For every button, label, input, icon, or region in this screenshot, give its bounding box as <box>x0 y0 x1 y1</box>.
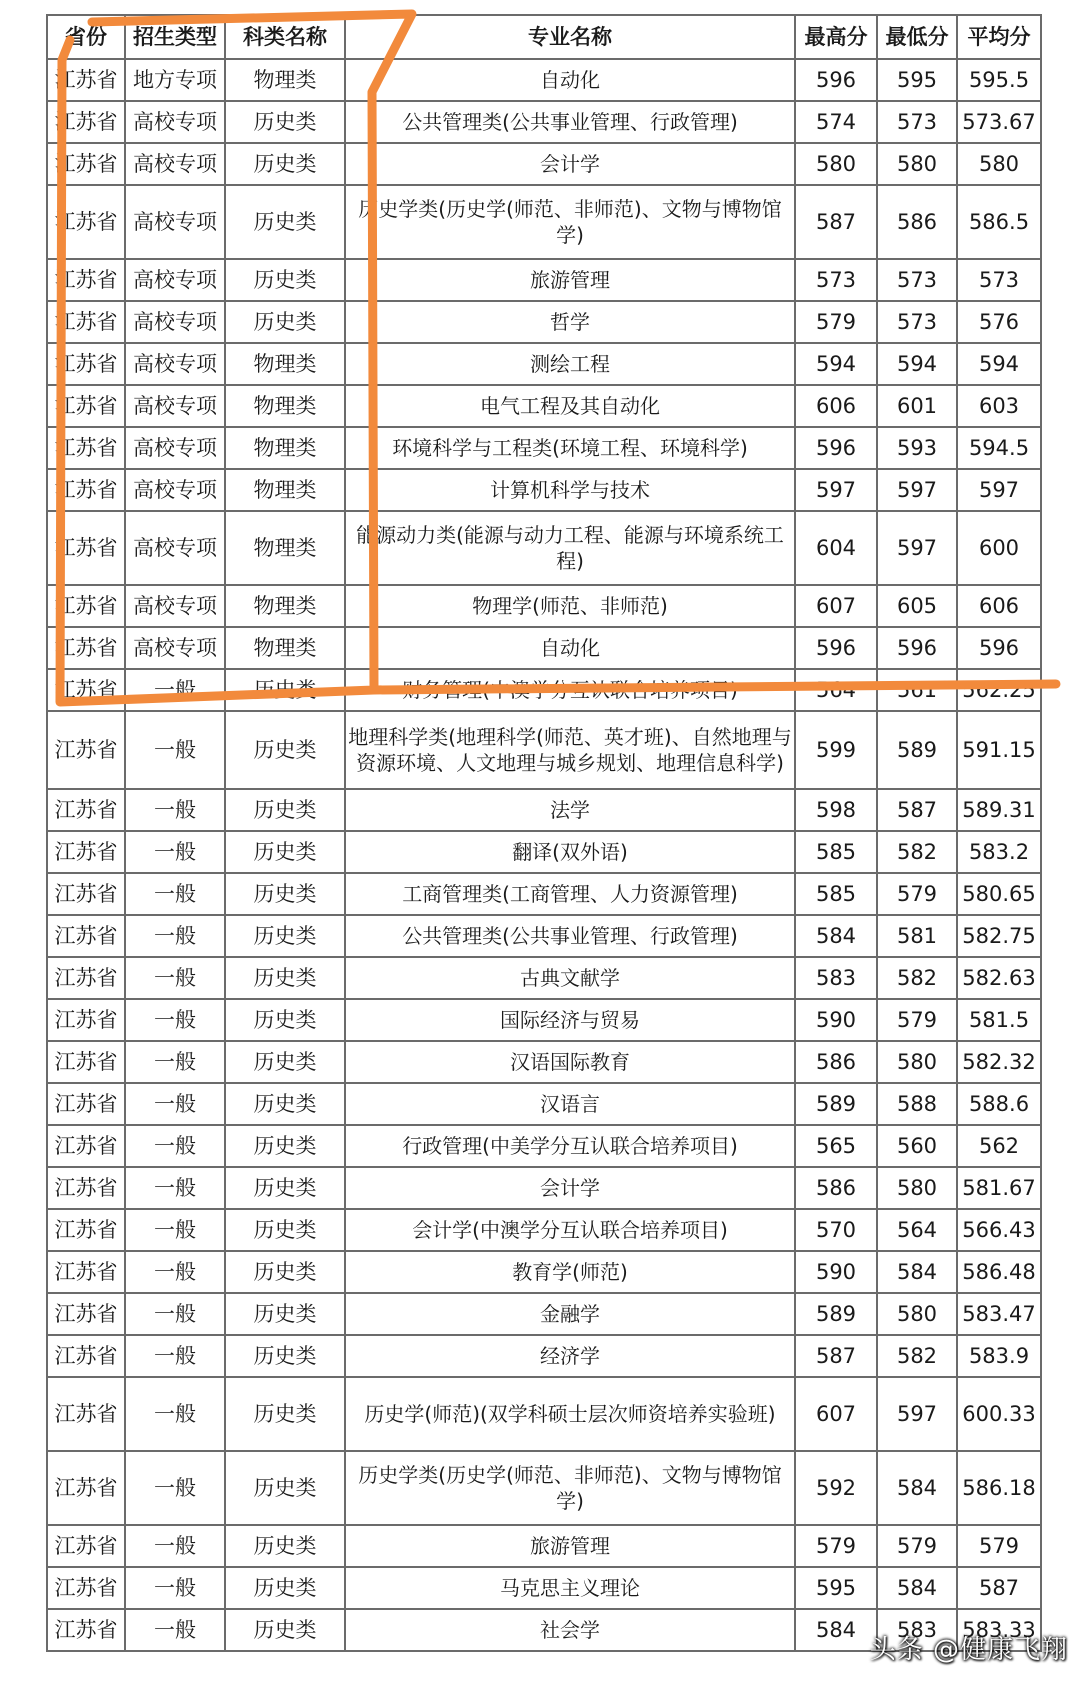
max-score-cell: 587 <box>795 1335 877 1377</box>
avg-score-cell: 581.5 <box>957 999 1041 1041</box>
table-row <box>47 1125 1041 1167</box>
province-cell: 江苏省 <box>47 343 125 385</box>
avg-score-cell: 573.67 <box>957 101 1041 143</box>
province-cell: 江苏省 <box>47 1377 125 1451</box>
admission-type-cell: 高校专项 <box>125 627 225 669</box>
max-score-cell: 564 <box>795 669 877 711</box>
avg-score-cell: 606 <box>957 585 1041 627</box>
province-cell: 江苏省 <box>47 143 125 185</box>
table-row <box>47 1167 1041 1209</box>
province-cell: 江苏省 <box>47 627 125 669</box>
major-cell: 会计学 <box>345 1167 795 1209</box>
min-score-cell: 580 <box>877 1293 957 1335</box>
admission-type-cell: 一般 <box>125 1451 225 1525</box>
min-score-cell: 595 <box>877 59 957 101</box>
max-score-cell: 596 <box>795 427 877 469</box>
table-row <box>47 669 1041 711</box>
category-cell: 历史类 <box>225 1451 345 1525</box>
province-cell: 江苏省 <box>47 873 125 915</box>
province-cell: 江苏省 <box>47 1335 125 1377</box>
header-major: 专业名称 <box>345 15 795 59</box>
max-score-cell: 596 <box>795 627 877 669</box>
min-score-cell: 573 <box>877 259 957 301</box>
max-score-cell: 590 <box>795 1251 877 1293</box>
major-cell: 教育学(师范) <box>345 1251 795 1293</box>
province-cell: 江苏省 <box>47 101 125 143</box>
admission-type-cell: 一般 <box>125 1209 225 1251</box>
max-score-cell: 573 <box>795 259 877 301</box>
category-cell: 历史类 <box>225 915 345 957</box>
avg-score-cell: 573 <box>957 259 1041 301</box>
major-cell: 汉语国际教育 <box>345 1041 795 1083</box>
category-cell: 历史类 <box>225 143 345 185</box>
major-cell: 经济学 <box>345 1335 795 1377</box>
category-cell: 历史类 <box>225 1609 345 1651</box>
admission-type-cell: 一般 <box>125 1293 225 1335</box>
max-score-cell: 580 <box>795 143 877 185</box>
province-cell: 江苏省 <box>47 585 125 627</box>
category-cell: 历史类 <box>225 831 345 873</box>
province-cell: 江苏省 <box>47 957 125 999</box>
admission-type-cell: 高校专项 <box>125 585 225 627</box>
province-cell: 江苏省 <box>47 1083 125 1125</box>
avg-score-cell: 600.33 <box>957 1377 1041 1451</box>
min-score-cell: 573 <box>877 301 957 343</box>
admission-type-cell: 高校专项 <box>125 469 225 511</box>
max-score-cell: 592 <box>795 1451 877 1525</box>
province-cell: 江苏省 <box>47 301 125 343</box>
admission-type-cell: 高校专项 <box>125 301 225 343</box>
admission-type-cell: 高校专项 <box>125 511 225 585</box>
max-score-cell: 596 <box>795 59 877 101</box>
avg-score-cell: 600 <box>957 511 1041 585</box>
table-row <box>47 1083 1041 1125</box>
admission-type-cell: 地方专项 <box>125 59 225 101</box>
province-cell: 江苏省 <box>47 1209 125 1251</box>
major-cell: 公共管理类(公共事业管理、行政管理) <box>345 915 795 957</box>
avg-score-cell: 586.18 <box>957 1451 1041 1525</box>
category-cell: 历史类 <box>225 999 345 1041</box>
category-cell: 历史类 <box>225 259 345 301</box>
table-row <box>47 301 1041 343</box>
table-row <box>47 185 1041 259</box>
admission-type-cell: 一般 <box>125 1609 225 1651</box>
avg-score-cell: 582.63 <box>957 957 1041 999</box>
max-score-cell: 594 <box>795 343 877 385</box>
major-cell: 自动化 <box>345 627 795 669</box>
table-row <box>47 957 1041 999</box>
major-cell: 国际经济与贸易 <box>345 999 795 1041</box>
table-row <box>47 585 1041 627</box>
category-cell: 历史类 <box>225 1083 345 1125</box>
min-score-cell: 593 <box>877 427 957 469</box>
admission-type-cell: 一般 <box>125 1167 225 1209</box>
table-row <box>47 1525 1041 1567</box>
min-score-cell: 579 <box>877 999 957 1041</box>
admission-type-cell: 一般 <box>125 1377 225 1451</box>
admission-type-cell: 一般 <box>125 1567 225 1609</box>
admission-type-cell: 一般 <box>125 711 225 789</box>
table-body <box>47 59 1041 1651</box>
max-score-cell: 597 <box>795 469 877 511</box>
category-cell: 历史类 <box>225 1125 345 1167</box>
max-score-cell: 585 <box>795 831 877 873</box>
min-score-cell: 597 <box>877 469 957 511</box>
avg-score-cell: 576 <box>957 301 1041 343</box>
province-cell: 江苏省 <box>47 1293 125 1335</box>
major-cell: 电气工程及其自动化 <box>345 385 795 427</box>
table-row <box>47 1377 1041 1451</box>
province-cell: 江苏省 <box>47 999 125 1041</box>
category-cell: 历史类 <box>225 1335 345 1377</box>
min-score-cell: 596 <box>877 627 957 669</box>
min-score-cell: 573 <box>877 101 957 143</box>
max-score-cell: 579 <box>795 1525 877 1567</box>
category-cell: 物理类 <box>225 343 345 385</box>
min-score-cell: 582 <box>877 957 957 999</box>
admission-type-cell: 一般 <box>125 1251 225 1293</box>
table-row <box>47 1041 1041 1083</box>
table-row <box>47 1567 1041 1609</box>
admission-type-cell: 高校专项 <box>125 259 225 301</box>
max-score-cell: 606 <box>795 385 877 427</box>
major-cell: 社会学 <box>345 1609 795 1651</box>
max-score-cell: 604 <box>795 511 877 585</box>
province-cell: 江苏省 <box>47 1167 125 1209</box>
province-cell: 江苏省 <box>47 711 125 789</box>
major-cell: 历史学类(历史学(师范、非师范)、文物与博物馆学) <box>345 1451 795 1525</box>
min-score-cell: 583 <box>877 1609 957 1651</box>
admission-type-cell: 一般 <box>125 957 225 999</box>
avg-score-cell: 580 <box>957 143 1041 185</box>
category-cell: 历史类 <box>225 301 345 343</box>
province-cell: 江苏省 <box>47 1525 125 1567</box>
admission-type-cell: 一般 <box>125 915 225 957</box>
header-min-score: 最低分 <box>877 15 957 59</box>
min-score-cell: 594 <box>877 343 957 385</box>
admission-type-cell: 一般 <box>125 873 225 915</box>
avg-score-cell: 594.5 <box>957 427 1041 469</box>
max-score-cell: 586 <box>795 1167 877 1209</box>
max-score-cell: 570 <box>795 1209 877 1251</box>
category-cell: 历史类 <box>225 873 345 915</box>
header-admission-type: 招生类型 <box>125 15 225 59</box>
category-cell: 物理类 <box>225 59 345 101</box>
province-cell: 江苏省 <box>47 1609 125 1651</box>
avg-score-cell: 587 <box>957 1567 1041 1609</box>
major-cell: 金融学 <box>345 1293 795 1335</box>
max-score-cell: 579 <box>795 301 877 343</box>
avg-score-cell: 562.25 <box>957 669 1041 711</box>
max-score-cell: 565 <box>795 1125 877 1167</box>
min-score-cell: 605 <box>877 585 957 627</box>
min-score-cell: 581 <box>877 915 957 957</box>
table-row <box>47 789 1041 831</box>
major-cell: 物理学(师范、非师范) <box>345 585 795 627</box>
table-row <box>47 873 1041 915</box>
admission-type-cell: 高校专项 <box>125 343 225 385</box>
table-row <box>47 627 1041 669</box>
province-cell: 江苏省 <box>47 1251 125 1293</box>
major-cell: 汉语言 <box>345 1083 795 1125</box>
major-cell: 地理科学类(地理科学(师范、英才班)、自然地理与资源环境、人文地理与城乡规划、地理信息科学) <box>345 711 795 789</box>
major-cell: 旅游管理 <box>345 259 795 301</box>
major-cell: 工商管理类(工商管理、人力资源管理) <box>345 873 795 915</box>
category-cell: 历史类 <box>225 1251 345 1293</box>
admission-type-cell: 一般 <box>125 1083 225 1125</box>
admission-type-cell: 一般 <box>125 669 225 711</box>
table-row <box>47 915 1041 957</box>
min-score-cell: 586 <box>877 185 957 259</box>
table-row <box>47 711 1041 789</box>
avg-score-cell: 588.6 <box>957 1083 1041 1125</box>
max-score-cell: 598 <box>795 789 877 831</box>
avg-score-cell: 582.32 <box>957 1041 1041 1083</box>
avg-score-cell: 597 <box>957 469 1041 511</box>
max-score-cell: 574 <box>795 101 877 143</box>
province-cell: 江苏省 <box>47 511 125 585</box>
table-row <box>47 427 1041 469</box>
header-row <box>47 15 1041 59</box>
header-avg-score: 平均分 <box>957 15 1041 59</box>
major-cell: 计算机科学与技术 <box>345 469 795 511</box>
category-cell: 历史类 <box>225 669 345 711</box>
province-cell: 江苏省 <box>47 59 125 101</box>
min-score-cell: 589 <box>877 711 957 789</box>
table-row <box>47 511 1041 585</box>
major-cell: 古典文献学 <box>345 957 795 999</box>
category-cell: 历史类 <box>225 1567 345 1609</box>
category-cell: 历史类 <box>225 1209 345 1251</box>
avg-score-cell: 566.43 <box>957 1209 1041 1251</box>
min-score-cell: 584 <box>877 1451 957 1525</box>
avg-score-cell: 582.75 <box>957 915 1041 957</box>
watermark-text: 头条 @健康飞翔 <box>869 1635 1068 1665</box>
avg-score-cell: 595.5 <box>957 59 1041 101</box>
min-score-cell: 597 <box>877 1377 957 1451</box>
max-score-cell: 584 <box>795 1609 877 1651</box>
province-cell: 江苏省 <box>47 259 125 301</box>
avg-score-cell: 579 <box>957 1525 1041 1567</box>
min-score-cell: 597 <box>877 511 957 585</box>
min-score-cell: 582 <box>877 831 957 873</box>
table-row <box>47 101 1041 143</box>
max-score-cell: 587 <box>795 185 877 259</box>
major-cell: 翻译(双外语) <box>345 831 795 873</box>
category-cell: 物理类 <box>225 627 345 669</box>
min-score-cell: 579 <box>877 873 957 915</box>
table-row <box>47 1293 1041 1335</box>
major-cell: 历史学类(历史学(师范、非师范)、文物与博物馆学) <box>345 185 795 259</box>
avg-score-cell: 586.48 <box>957 1251 1041 1293</box>
min-score-cell: 601 <box>877 385 957 427</box>
table-row <box>47 343 1041 385</box>
table-row <box>47 1251 1041 1293</box>
max-score-cell: 589 <box>795 1293 877 1335</box>
admission-type-cell: 高校专项 <box>125 143 225 185</box>
major-cell: 行政管理(中美学分互认联合培养项目) <box>345 1125 795 1167</box>
major-cell: 历史学(师范)(双学科硕士层次师资培养实验班) <box>345 1377 795 1451</box>
admission-score-table <box>46 14 1042 1652</box>
province-cell: 江苏省 <box>47 1567 125 1609</box>
major-cell: 财务管理(中澳学分互认联合培养项目) <box>345 669 795 711</box>
avg-score-cell: 562 <box>957 1125 1041 1167</box>
category-cell: 历史类 <box>225 185 345 259</box>
max-score-cell: 584 <box>795 915 877 957</box>
avg-score-cell: 583.9 <box>957 1335 1041 1377</box>
major-cell: 自动化 <box>345 59 795 101</box>
category-cell: 历史类 <box>225 711 345 789</box>
min-score-cell: 584 <box>877 1251 957 1293</box>
admission-type-cell: 高校专项 <box>125 427 225 469</box>
province-cell: 江苏省 <box>47 915 125 957</box>
province-cell: 江苏省 <box>47 789 125 831</box>
category-cell: 历史类 <box>225 1041 345 1083</box>
min-score-cell: 564 <box>877 1209 957 1251</box>
admission-type-cell: 高校专项 <box>125 101 225 143</box>
table-row <box>47 1209 1041 1251</box>
max-score-cell: 589 <box>795 1083 877 1125</box>
min-score-cell: 560 <box>877 1125 957 1167</box>
admission-type-cell: 一般 <box>125 1041 225 1083</box>
major-cell: 哲学 <box>345 301 795 343</box>
min-score-cell: 588 <box>877 1083 957 1125</box>
max-score-cell: 607 <box>795 1377 877 1451</box>
admission-type-cell: 一般 <box>125 1125 225 1167</box>
major-cell: 旅游管理 <box>345 1525 795 1567</box>
table-header <box>47 15 1041 59</box>
table-row <box>47 143 1041 185</box>
avg-score-cell: 589.31 <box>957 789 1041 831</box>
min-score-cell: 582 <box>877 1335 957 1377</box>
category-cell: 物理类 <box>225 585 345 627</box>
province-cell: 江苏省 <box>47 831 125 873</box>
category-cell: 历史类 <box>225 1293 345 1335</box>
major-cell: 会计学(中澳学分互认联合培养项目) <box>345 1209 795 1251</box>
avg-score-cell: 580.65 <box>957 873 1041 915</box>
major-cell: 法学 <box>345 789 795 831</box>
province-cell: 江苏省 <box>47 427 125 469</box>
table-row <box>47 1451 1041 1525</box>
avg-score-cell: 586.5 <box>957 185 1041 259</box>
avg-score-cell: 583.33 <box>957 1609 1041 1651</box>
min-score-cell: 587 <box>877 789 957 831</box>
avg-score-cell: 596 <box>957 627 1041 669</box>
max-score-cell: 590 <box>795 999 877 1041</box>
major-cell: 公共管理类(公共事业管理、行政管理) <box>345 101 795 143</box>
admission-type-cell: 一般 <box>125 1335 225 1377</box>
province-cell: 江苏省 <box>47 385 125 427</box>
max-score-cell: 583 <box>795 957 877 999</box>
min-score-cell: 580 <box>877 1167 957 1209</box>
avg-score-cell: 583.47 <box>957 1293 1041 1335</box>
table-row <box>47 469 1041 511</box>
max-score-cell: 585 <box>795 873 877 915</box>
admission-type-cell: 一般 <box>125 831 225 873</box>
admission-type-cell: 一般 <box>125 1525 225 1567</box>
category-cell: 物理类 <box>225 511 345 585</box>
table-row <box>47 59 1041 101</box>
min-score-cell: 580 <box>877 1041 957 1083</box>
category-cell: 历史类 <box>225 1377 345 1451</box>
avg-score-cell: 581.67 <box>957 1167 1041 1209</box>
major-cell: 马克思主义理论 <box>345 1567 795 1609</box>
min-score-cell: 584 <box>877 1567 957 1609</box>
table-row <box>47 999 1041 1041</box>
province-cell: 江苏省 <box>47 669 125 711</box>
category-cell: 历史类 <box>225 101 345 143</box>
category-cell: 历史类 <box>225 1525 345 1567</box>
admission-type-cell: 一般 <box>125 999 225 1041</box>
admission-type-cell: 高校专项 <box>125 185 225 259</box>
max-score-cell: 599 <box>795 711 877 789</box>
avg-score-cell: 583.2 <box>957 831 1041 873</box>
category-cell: 物理类 <box>225 469 345 511</box>
category-cell: 物理类 <box>225 385 345 427</box>
major-cell: 测绘工程 <box>345 343 795 385</box>
avg-score-cell: 603 <box>957 385 1041 427</box>
min-score-cell: 561 <box>877 669 957 711</box>
category-cell: 历史类 <box>225 1167 345 1209</box>
major-cell: 环境科学与工程类(环境工程、环境科学) <box>345 427 795 469</box>
table-row <box>47 259 1041 301</box>
max-score-cell: 595 <box>795 1567 877 1609</box>
header-max-score: 最高分 <box>795 15 877 59</box>
header-province: 省份 <box>47 15 125 59</box>
max-score-cell: 586 <box>795 1041 877 1083</box>
admission-type-cell: 一般 <box>125 789 225 831</box>
province-cell: 江苏省 <box>47 469 125 511</box>
table-row <box>47 385 1041 427</box>
admission-type-cell: 高校专项 <box>125 385 225 427</box>
major-cell: 会计学 <box>345 143 795 185</box>
min-score-cell: 579 <box>877 1525 957 1567</box>
category-cell: 历史类 <box>225 957 345 999</box>
province-cell: 江苏省 <box>47 1451 125 1525</box>
table-row <box>47 1335 1041 1377</box>
header-category: 科类名称 <box>225 15 345 59</box>
table-row <box>47 831 1041 873</box>
province-cell: 江苏省 <box>47 185 125 259</box>
major-cell: 能源动力类(能源与动力工程、能源与环境系统工程) <box>345 511 795 585</box>
category-cell: 历史类 <box>225 789 345 831</box>
category-cell: 物理类 <box>225 427 345 469</box>
avg-score-cell: 594 <box>957 343 1041 385</box>
max-score-cell: 607 <box>795 585 877 627</box>
min-score-cell: 580 <box>877 143 957 185</box>
province-cell: 江苏省 <box>47 1041 125 1083</box>
avg-score-cell: 591.15 <box>957 711 1041 789</box>
province-cell: 江苏省 <box>47 1125 125 1167</box>
